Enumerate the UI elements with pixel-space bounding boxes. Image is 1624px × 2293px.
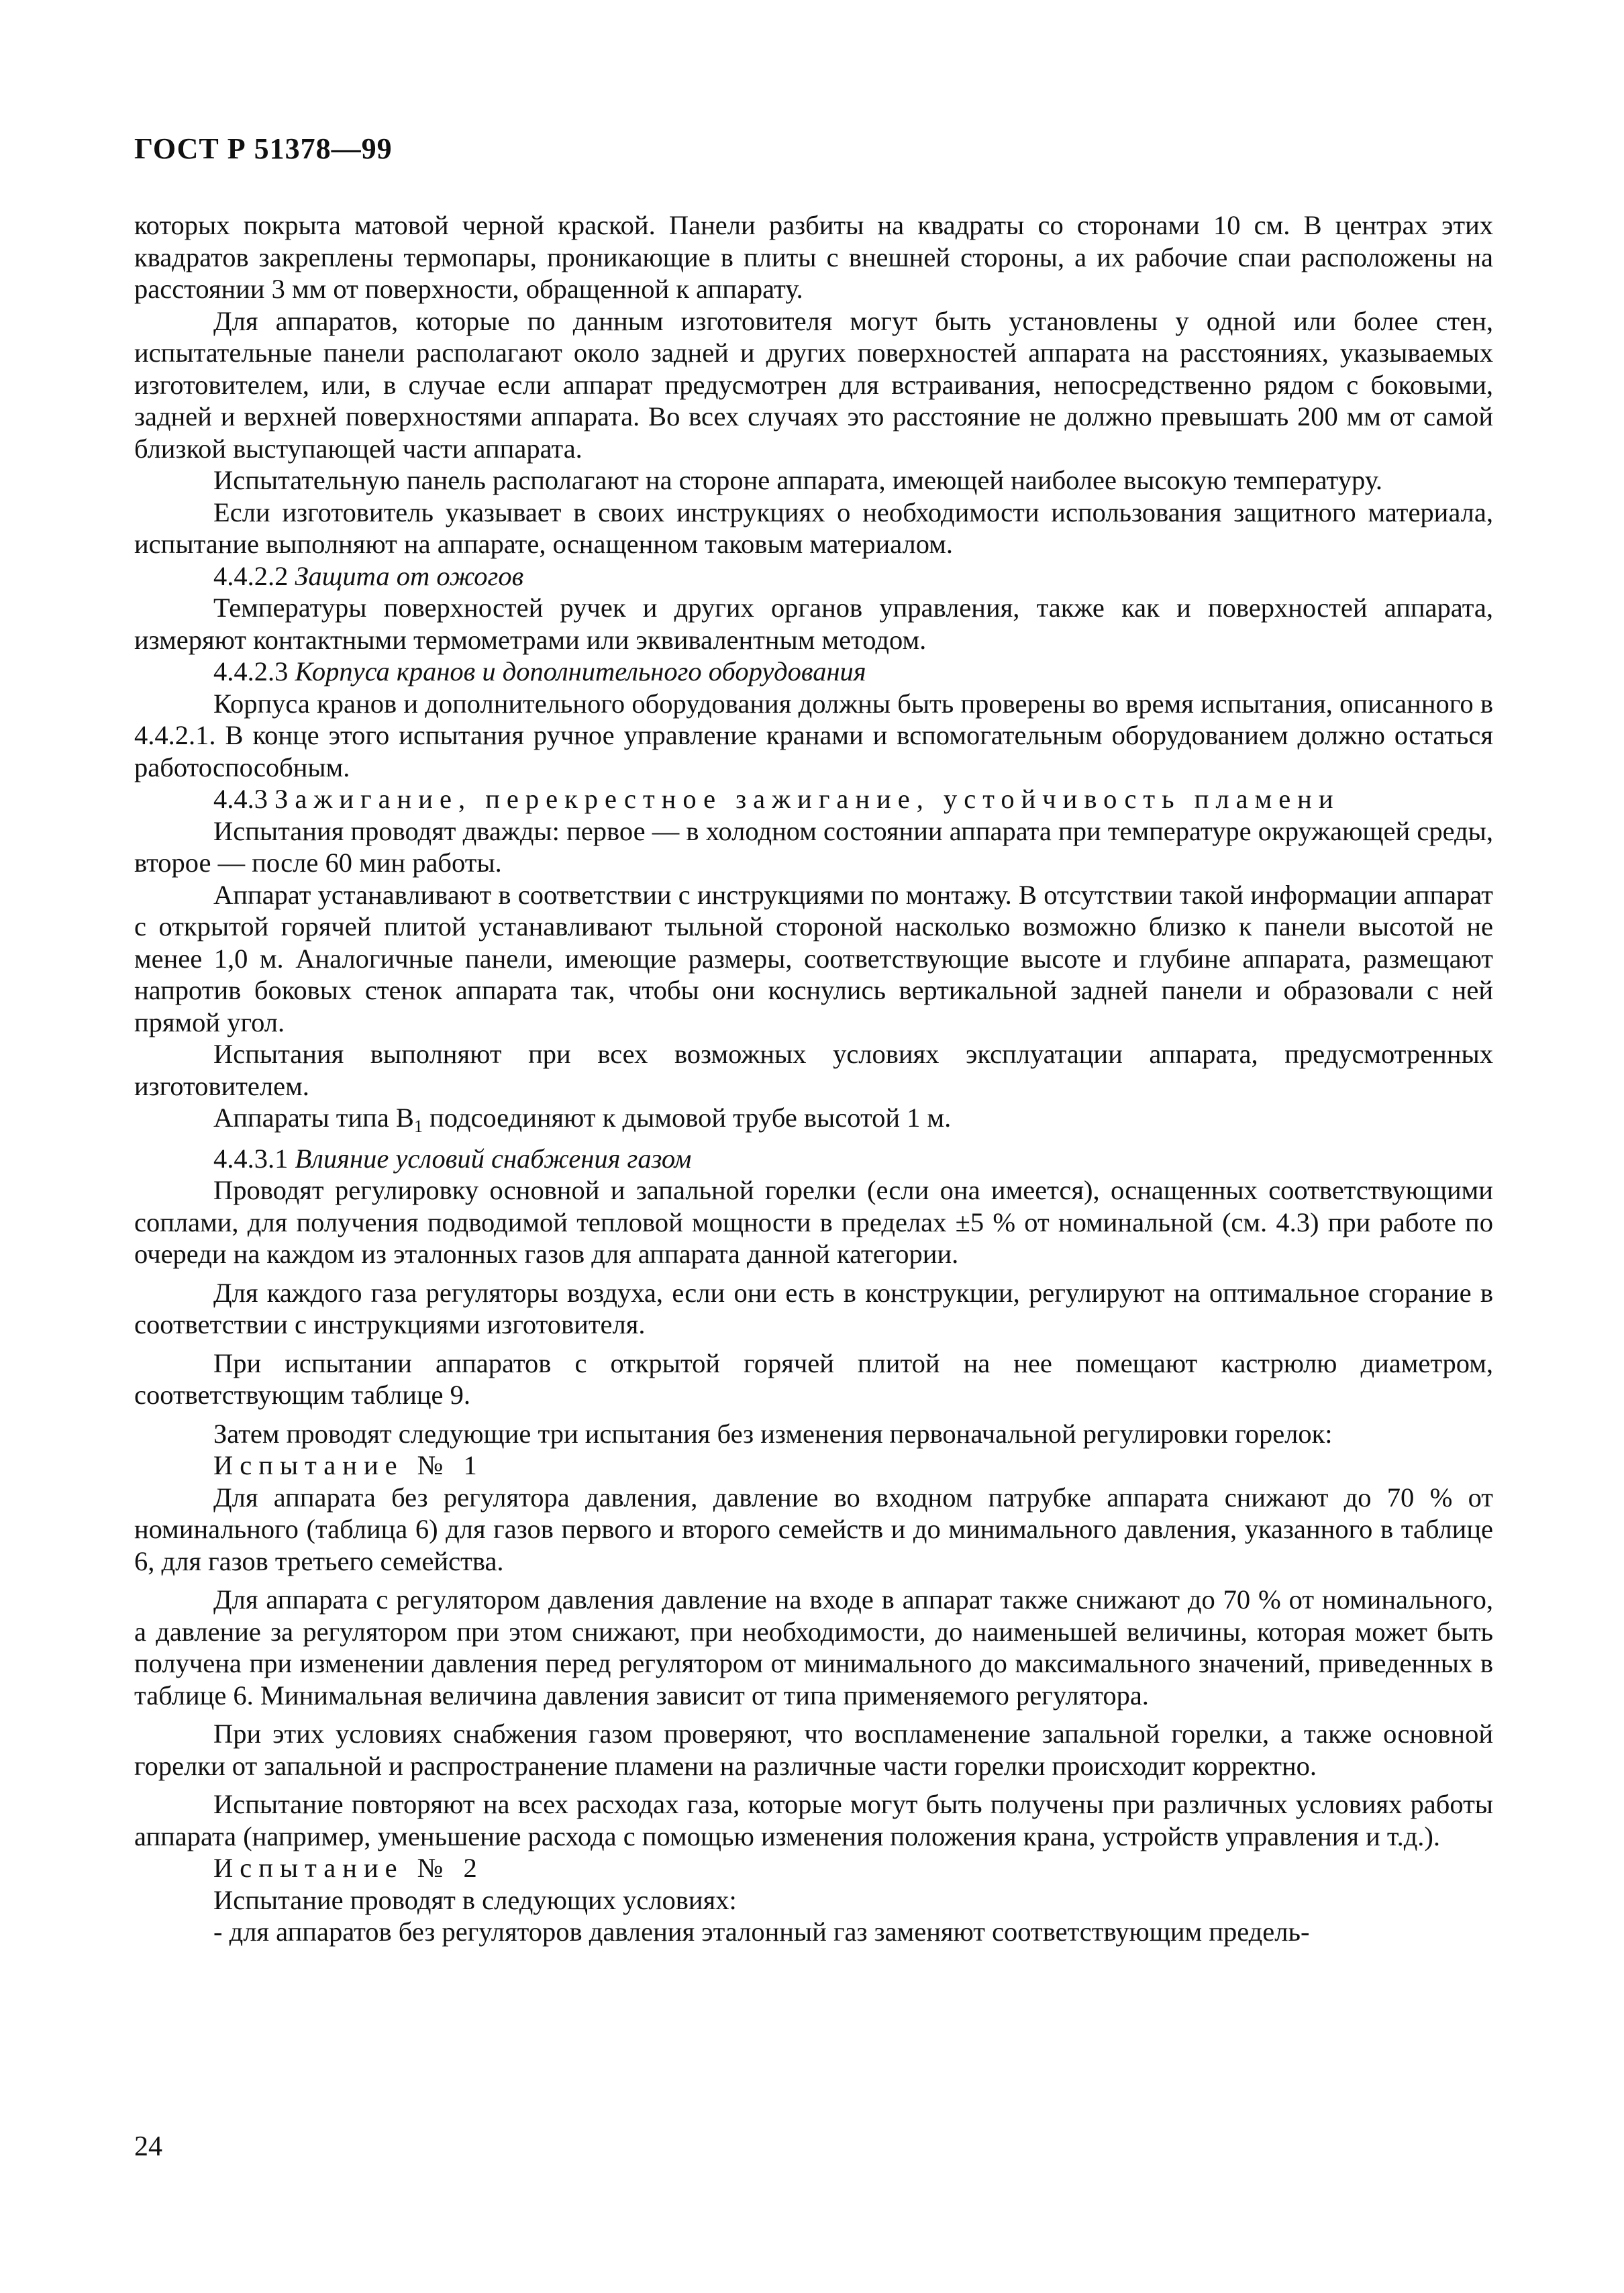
section-title: Зажигание, перекрестное зажигание, устойчивость пламени <box>274 784 1340 814</box>
page-number: 24 <box>134 2131 162 2162</box>
section-number: 4.4.3.1 <box>213 1143 289 1174</box>
paragraph: Если изготовитель указывает в своих инструкциях о необходимости использования защитного материала, испытание выполняют на аппарате, оснащенном таковым материалом. <box>134 497 1493 559</box>
section-heading-4-4-3-1 <box>134 1143 1493 1175</box>
paragraph: Испытательную панель располагают на стороне аппарата, имеющей наиболее высокую температуру. <box>213 465 1383 495</box>
section-number: 4.4.2.3 <box>213 656 289 686</box>
text-fragment: подсоединяют к дымовой трубе высотой 1 м. <box>422 1103 952 1133</box>
section-number: 4.4.2.2 <box>213 560 289 591</box>
paragraph: Испытания выполняют при всех возможных условиях эксплуатации аппарата, предусмотренных изготовителем. <box>134 1039 1493 1101</box>
paragraph: При испытании аппаратов с открытой горячей плитой на нее помещают кастрюлю диаметром, соответствующим таблице 9. <box>134 1347 1493 1410</box>
paragraph: Для каждого газа регуляторы воздуха, если они есть в конструкции, регулируют на оптимальное сгорание в соответствии с инструкциями изготовителя. <box>134 1277 1493 1339</box>
paragraph <box>134 1102 1493 1143</box>
test-heading-1: Испытание № 1 <box>213 1450 484 1480</box>
list-item: - для аппаратов без регуляторов давления эталонный газ заменяют соответствующим предель- <box>213 1917 1310 1947</box>
section-heading-4-4-3 <box>134 783 1493 815</box>
subscript: 1 <box>413 1117 423 1136</box>
paragraph: При этих условиях снабжения газом проверяют, что воспламенение запальной горелки, а также основной горелки от запальной и распространение пламени на различные части горелки происходит корректно. <box>134 1719 1493 1781</box>
paragraph: Аппарат устанавливают в соответствии с инструкциями по монтажу. В отсутствии такой информации аппарат с открытой горячей плитой устанавливают тыльной стороной насколько возможно близко к панели высотой не менее 1,0 м. Аналогичные панели, имеющие размеры, соответствующие высоте и глубине аппарата, размещают напротив боковых стенок аппарата так, чтобы они коснулись вертикальной задней панели и образовали с ней прямой угол. <box>134 879 1493 1037</box>
paragraph: Для аппаратов, которые по данным изготовителя могут быть установлены у одной или более стен, испытательные панели располагают около задней и других поверхностей аппарата на расстояниях, указываемых изготовителем, или, в случае если аппарат предусмотрен для встраивания, непосредственно рядом с боковыми, задней и верхней поверхностями аппарата. Во всех случаях это расстояние не должно превышать 200 мм от самой близкой выступающей части аппарата. <box>134 305 1493 464</box>
section-title: Защита от ожогов <box>295 560 524 591</box>
paragraph: Испытания проводят дважды: первое — в холодном состоянии аппарата при температуре окружающей среды, второе — после 60 мин работы. <box>134 815 1493 878</box>
text-fragment: Аппараты типа B <box>213 1103 414 1133</box>
paragraph: Температуры поверхностей ручек и других органов управления, также как и поверхностей аппарата, измеряют контактными термометрами или эквивалентным методом. <box>134 593 1493 655</box>
section-number: 4.4.3 <box>213 784 268 814</box>
section-heading-4-4-2-3 <box>134 656 1493 688</box>
paragraph: Корпуса кранов и дополнительного оборудования должны быть проверены во время испытания, описанного в 4.4.2.1. В конце этого испытания ручное управление кранами и вспомогательным оборудованием должно остаться работоспособным. <box>134 688 1493 782</box>
paragraph: Проводят регулировку основной и запальной горелки (если она имеется), оснащенных соответствующими соплами, для получения подводимой тепловой мощности в пределах ±5 % от номинальной (см. 4.3) при работе по очереди на каждом из эталонных газов для аппарата данной категории. <box>134 1175 1493 1269</box>
paragraph: Для аппарата без регулятора давления, давление во входном патрубке аппарата снижают до 70 % от номинального (таблица 6) для газов первого и второго семейств и до минимального давления, указанного в таблице 6, для газов третьего семейства. <box>134 1482 1493 1576</box>
section-title: Корпуса кранов и дополнительного оборудования <box>295 656 866 686</box>
section-heading-4-4-2-2 <box>134 560 1493 593</box>
test-heading-2: Испытание № 2 <box>213 1853 484 1883</box>
paragraph: Испытание проводят в следующих условиях: <box>213 1884 737 1915</box>
paragraph: Для аппарата с регулятором давления давление на входе в аппарат также снижают до 70 % от номинального, а давление за регулятором при этом снижают, при необходимости, до наименьшей величины, которая может быть получена при изменении давления перед регулятором от минимального до максимального значений, приведенных в таблице 6. Минимальная величина давления зависит от типа применяемого регулятора. <box>134 1584 1493 1711</box>
standard-header: ГОСТ Р 51378—99 <box>134 132 393 165</box>
section-title: Влияние условий снабжения газом <box>295 1143 692 1174</box>
paragraph: Затем проводят следующие три испытания без изменения первоначальной регулировки горелок: <box>213 1418 1333 1449</box>
paragraph: Испытание повторяют на всех расходах газа, которые могут быть получены при различных условиях работы аппарата (например, уменьшение расхода с помощью изменения положения крана, устройств управления и т.д.). <box>134 1789 1493 1851</box>
document-body <box>134 209 1493 1948</box>
paragraph: которых покрыта матовой черной краской. Панели разбиты на квадраты со сторонами 10 см. В центрах этих квадратов закреплены термопары, проникающие в плиты с внешней стороны, а их рабочие спаи расположены на расстоянии 3 мм от поверхности, обращенной к аппарату. <box>134 210 1493 304</box>
